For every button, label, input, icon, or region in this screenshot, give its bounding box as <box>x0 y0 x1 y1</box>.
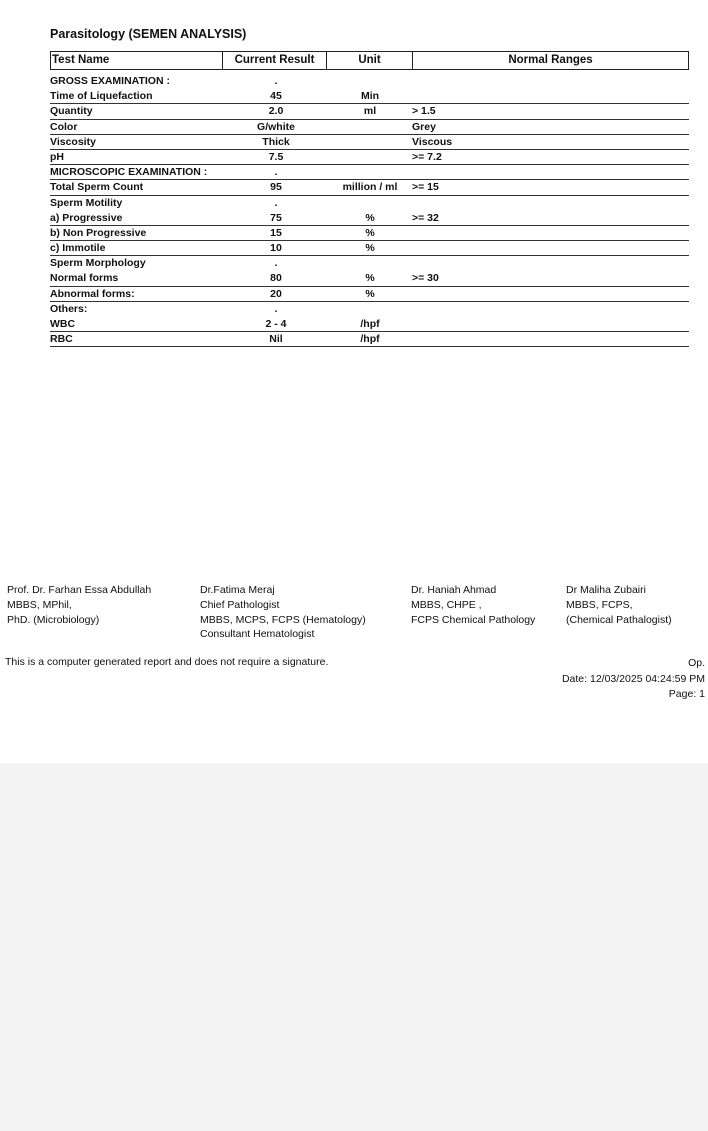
signatory-haniah-ahmad <box>411 583 535 627</box>
table-row <box>50 226 689 241</box>
test-name: Time of Liquefaction <box>50 90 153 103</box>
test-name: RBC <box>50 333 73 346</box>
table-row <box>50 74 689 89</box>
test-name: Others: <box>50 302 88 315</box>
test-result: 75 <box>270 211 282 224</box>
test-name: GROSS EXAMINATION : <box>50 75 170 87</box>
test-name: Color <box>50 120 78 133</box>
signatory-qualification: MBBS, FCPS, <box>566 598 633 611</box>
signatory-name: Dr. Haniah Ahmad <box>411 584 497 596</box>
signatory-qualification: MBBS, CHPE , <box>411 598 482 611</box>
test-result: . <box>274 257 278 270</box>
test-name: MICROSCOPIC EXAMINATION : <box>50 166 208 179</box>
test-result: . <box>274 196 278 209</box>
test-unit: % <box>365 287 375 300</box>
test-range: >= 30 <box>412 272 439 285</box>
test-unit: Min <box>360 90 380 103</box>
test-name: Abnormal forms: <box>50 287 135 300</box>
signatory-fatima-meraj <box>200 583 366 642</box>
test-name: WBC <box>50 318 76 330</box>
test-result: 10 <box>270 242 282 255</box>
test-range: Grey <box>412 120 436 133</box>
table-row <box>50 104 689 119</box>
test-unit: % <box>365 226 375 239</box>
test-result: . <box>274 75 278 87</box>
test-name: c) Immotile <box>50 242 106 255</box>
test-name: Sperm Motility <box>50 196 123 209</box>
signatory-name: Dr Maliha Zubairi <box>566 584 646 596</box>
table-row <box>50 150 689 165</box>
table-row <box>50 271 689 286</box>
signatory-name: Prof. Dr. Farhan Essa Abdullah <box>7 584 152 596</box>
table-row <box>50 332 689 347</box>
test-name: Quantity <box>50 105 93 118</box>
table-row <box>50 287 689 302</box>
test-range: >= 32 <box>412 211 439 224</box>
test-result: G/white <box>257 120 295 133</box>
results-table <box>50 74 689 347</box>
table-row <box>50 256 689 271</box>
signatory-title: Consultant Hematologist <box>200 628 315 641</box>
test-unit: million / ml <box>342 181 398 194</box>
page-number: Page: 1 <box>668 688 705 700</box>
table-row <box>50 211 689 226</box>
table-row <box>50 180 689 195</box>
signatory-farhan-abdullah <box>7 583 151 627</box>
report-title: Parasitology (SEMEN ANALYSIS) <box>50 27 247 41</box>
test-range: >= 15 <box>412 181 439 194</box>
table-row <box>50 135 689 150</box>
test-result: 2.0 <box>268 105 284 118</box>
table-header <box>50 51 689 70</box>
test-result: . <box>274 166 278 179</box>
signatory-maliha-zubairi <box>566 583 672 627</box>
test-name: Viscosity <box>50 135 96 148</box>
column-current-result: Current Result <box>223 52 327 69</box>
test-unit: % <box>365 242 375 255</box>
test-name: Normal forms <box>50 272 119 285</box>
report-date: Date: 12/03/2025 04:24:59 PM <box>561 672 705 685</box>
signatory-qualification: MBBS, MPhil, <box>7 598 72 611</box>
signatory-title: Chief Pathologist <box>200 598 280 611</box>
test-unit: % <box>365 272 375 285</box>
test-result: . <box>274 302 278 315</box>
test-result: 15 <box>270 226 282 239</box>
signatory-qualification: MBBS, MCPS, FCPS (Hematology) <box>200 613 366 626</box>
test-range: > 1.5 <box>412 105 436 118</box>
test-result: Nil <box>269 333 283 346</box>
test-result: 95 <box>270 181 282 194</box>
signatory-qualification: PhD. (Microbiology) <box>7 613 100 626</box>
footer-meta <box>562 656 705 703</box>
test-unit: % <box>365 211 375 224</box>
test-result: 80 <box>270 272 282 285</box>
column-unit: Unit <box>327 52 413 69</box>
test-result: 45 <box>270 90 282 103</box>
signatory-qualification: FCPS Chemical Pathology <box>411 613 536 626</box>
test-result: Thick <box>262 135 290 148</box>
signatory-title: (Chemical Pathalogist) <box>566 613 672 626</box>
signatory-name: Dr.Fatima Meraj <box>200 584 275 596</box>
column-normal-ranges: Normal Ranges <box>508 54 593 66</box>
test-name: a) Progressive <box>50 211 123 224</box>
table-row <box>50 196 689 211</box>
disclaimer: This is a computer generated report and does not require a signature. <box>5 656 329 668</box>
test-result: 7.5 <box>268 150 284 163</box>
table-row <box>50 317 689 332</box>
table-row <box>50 89 689 104</box>
column-test-name: Test Name <box>51 52 223 69</box>
test-name: b) Non Progressive <box>50 226 147 239</box>
table-row <box>50 302 689 317</box>
table-row <box>50 241 689 256</box>
test-range: >= 7.2 <box>412 150 442 163</box>
test-result: 2 - 4 <box>265 318 287 330</box>
table-row <box>50 120 689 135</box>
test-name: Total Sperm Count <box>50 181 144 194</box>
test-name: pH <box>50 150 64 163</box>
table-row <box>50 165 689 180</box>
test-result: 20 <box>270 287 282 300</box>
test-unit: /hpf <box>360 333 380 346</box>
op-label: Op. <box>688 657 705 669</box>
test-unit: /hpf <box>360 318 380 330</box>
test-name: Sperm Morphology <box>50 257 146 270</box>
test-unit: ml <box>363 105 377 118</box>
test-range: Viscous <box>412 135 453 148</box>
